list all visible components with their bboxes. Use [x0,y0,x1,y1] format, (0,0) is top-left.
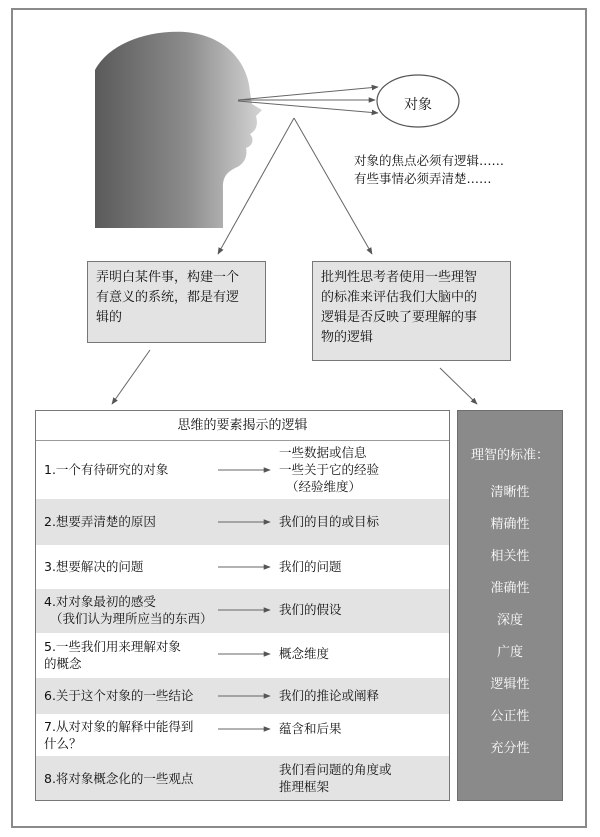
critical-box-line-1: 批判性思考者使用一些理智 [321,270,478,285]
table-row [36,756,449,800]
standard-item: 清晰性 [490,485,530,500]
row-right-1: 我们的问题 [279,559,342,574]
row-arrow [216,691,274,701]
row-left-2: 的概念 [44,656,82,671]
table-row [36,499,449,545]
row-left-1: 2.想要弄清楚的原因 [44,514,156,529]
sight-line-1 [238,87,378,100]
table-row [36,441,449,499]
table-row [36,633,449,678]
elements-table [35,410,450,801]
table-row [36,714,449,756]
standard-item: 充分性 [490,741,530,756]
row-right-1: 我们的假设 [279,602,342,617]
standard-item: 公正性 [490,709,530,724]
note-text [354,152,504,188]
logic-box [87,261,266,343]
row-left-1: 1.一个有待研究的对象 [44,462,169,477]
row-arrow [216,517,274,527]
row-arrow [216,465,274,475]
row-arrow [216,605,274,615]
row-right-2: 推理框架 [279,779,330,794]
row-arrow [216,649,274,659]
table-row [36,545,449,589]
row-left-1: 5.一些我们用来理解对象 [44,639,181,654]
standard-item: 广度 [496,645,523,660]
standards-panel [457,410,563,801]
row-arrow [216,562,274,572]
critical-box-line-4: 物的逻辑 [321,330,374,345]
object-label: 对象 [404,97,432,113]
note-line-1: 对象的焦点必须有逻辑…… [354,153,505,168]
standard-item: 逻辑性 [490,677,530,692]
row-left-2: 什么？ [44,736,82,751]
row-right-1: 一些数据或信息 [279,445,367,460]
row-left-1: 7.从对对象的解释中能得到 [44,719,194,734]
arrow-to-elements [112,350,150,404]
row-left-1: 8.将对象概念化的一些观点 [44,771,194,786]
row-right-3: （经验维度） [286,479,362,494]
row-right-1: 我们看问题的角度或 [279,762,392,777]
standard-item: 深度 [496,613,523,628]
standard-item: 相关性 [490,549,530,564]
standard-item: 准确性 [490,581,530,596]
logic-box-line-3: 辑的 [96,310,123,325]
row-left-1: 4.对对象最初的感受 [44,594,156,609]
critical-box-line-3: 逻辑是否反映了要理解的事 [321,310,478,325]
row-right-1: 概念维度 [279,646,330,661]
arrow-to-standards [440,368,477,404]
table-row [36,678,449,714]
critical-thinker-box [312,261,511,361]
standards-title: 理智的标准： [470,448,549,463]
note-line-2: 有些事情必须弄清楚…… [354,171,492,186]
elements-table-title: 思维的要素揭示的逻辑 [36,411,449,441]
logic-box-line-2: 有意义的系统，都是有逻 [96,290,240,305]
head-silhouette [95,32,262,228]
critical-box-line-2: 的标准来评估我们大脑中的 [321,290,478,305]
row-right-1: 我们的目的或目标 [279,514,380,529]
standard-item: 精确性 [490,517,530,532]
row-left-2: （我们认为理所应当的东西） [50,611,213,626]
row-right-1: 我们的推论或阐释 [279,688,380,703]
row-right-1: 蕴含和后果 [279,721,342,736]
row-left-1: 3.想要解决的问题 [44,559,144,574]
row-left-1: 6.关于这个对象的一些结论 [44,688,194,703]
logic-box-line-1: 弄明白某件事，构建一个 [96,270,240,285]
row-right-2: 一些关于它的经验 [279,462,380,477]
table-row [36,589,449,633]
row-arrow [216,724,274,734]
